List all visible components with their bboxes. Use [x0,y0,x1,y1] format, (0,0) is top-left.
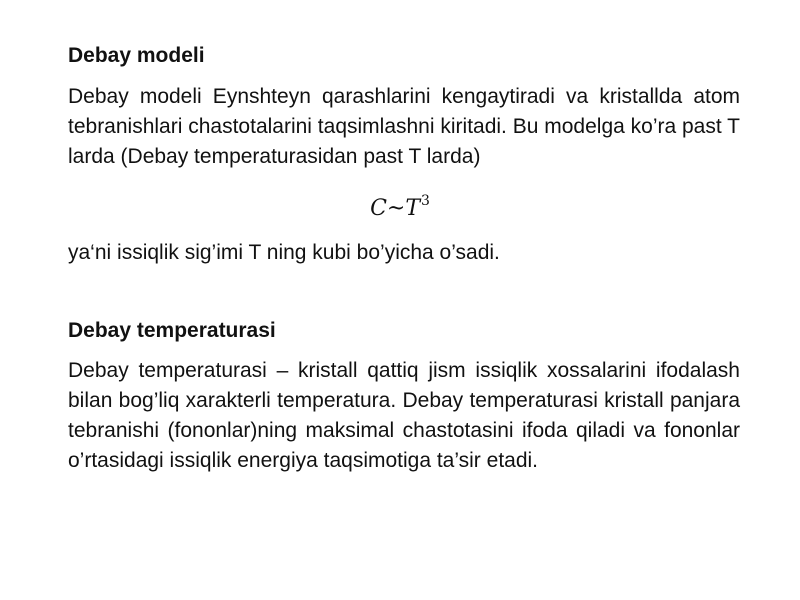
formula-exponent: 3 [421,193,430,209]
section-title-debay-model: Debay modeli [68,44,205,67]
section-title-debay-temperature: Debay temperaturasi [68,319,276,342]
paragraph-debay-model: Debay modeli Eynshteyn qarashlarini kengaytiradi va kristallda atom tebranishlari chastotalarini taqsimlashni kiritadi. Bu modelga ko’ra past T larda (Debay temperaturasidan past T larda) [68,85,740,168]
paragraph-heat-capacity: ya‘ni issiqlik sig’imi T ning kubi bo’yicha o’sadi. [68,241,500,264]
paragraph-debay-temperature: Debay temperaturasi – kristall qattiq jism issiqlik xossalarini ifodalash bilan bog’liq xarakterli temperatura. Debay temperaturasi kristall panjara tebranishi (fononlar)ning maksimal chastotasini ifoda qiladi va fononlar o’rtasidagi issiqlik energiya taqsimotiga ta’sir etadi. [68,359,740,472]
formula-base: C~T [370,196,421,221]
formula [0,194,800,226]
